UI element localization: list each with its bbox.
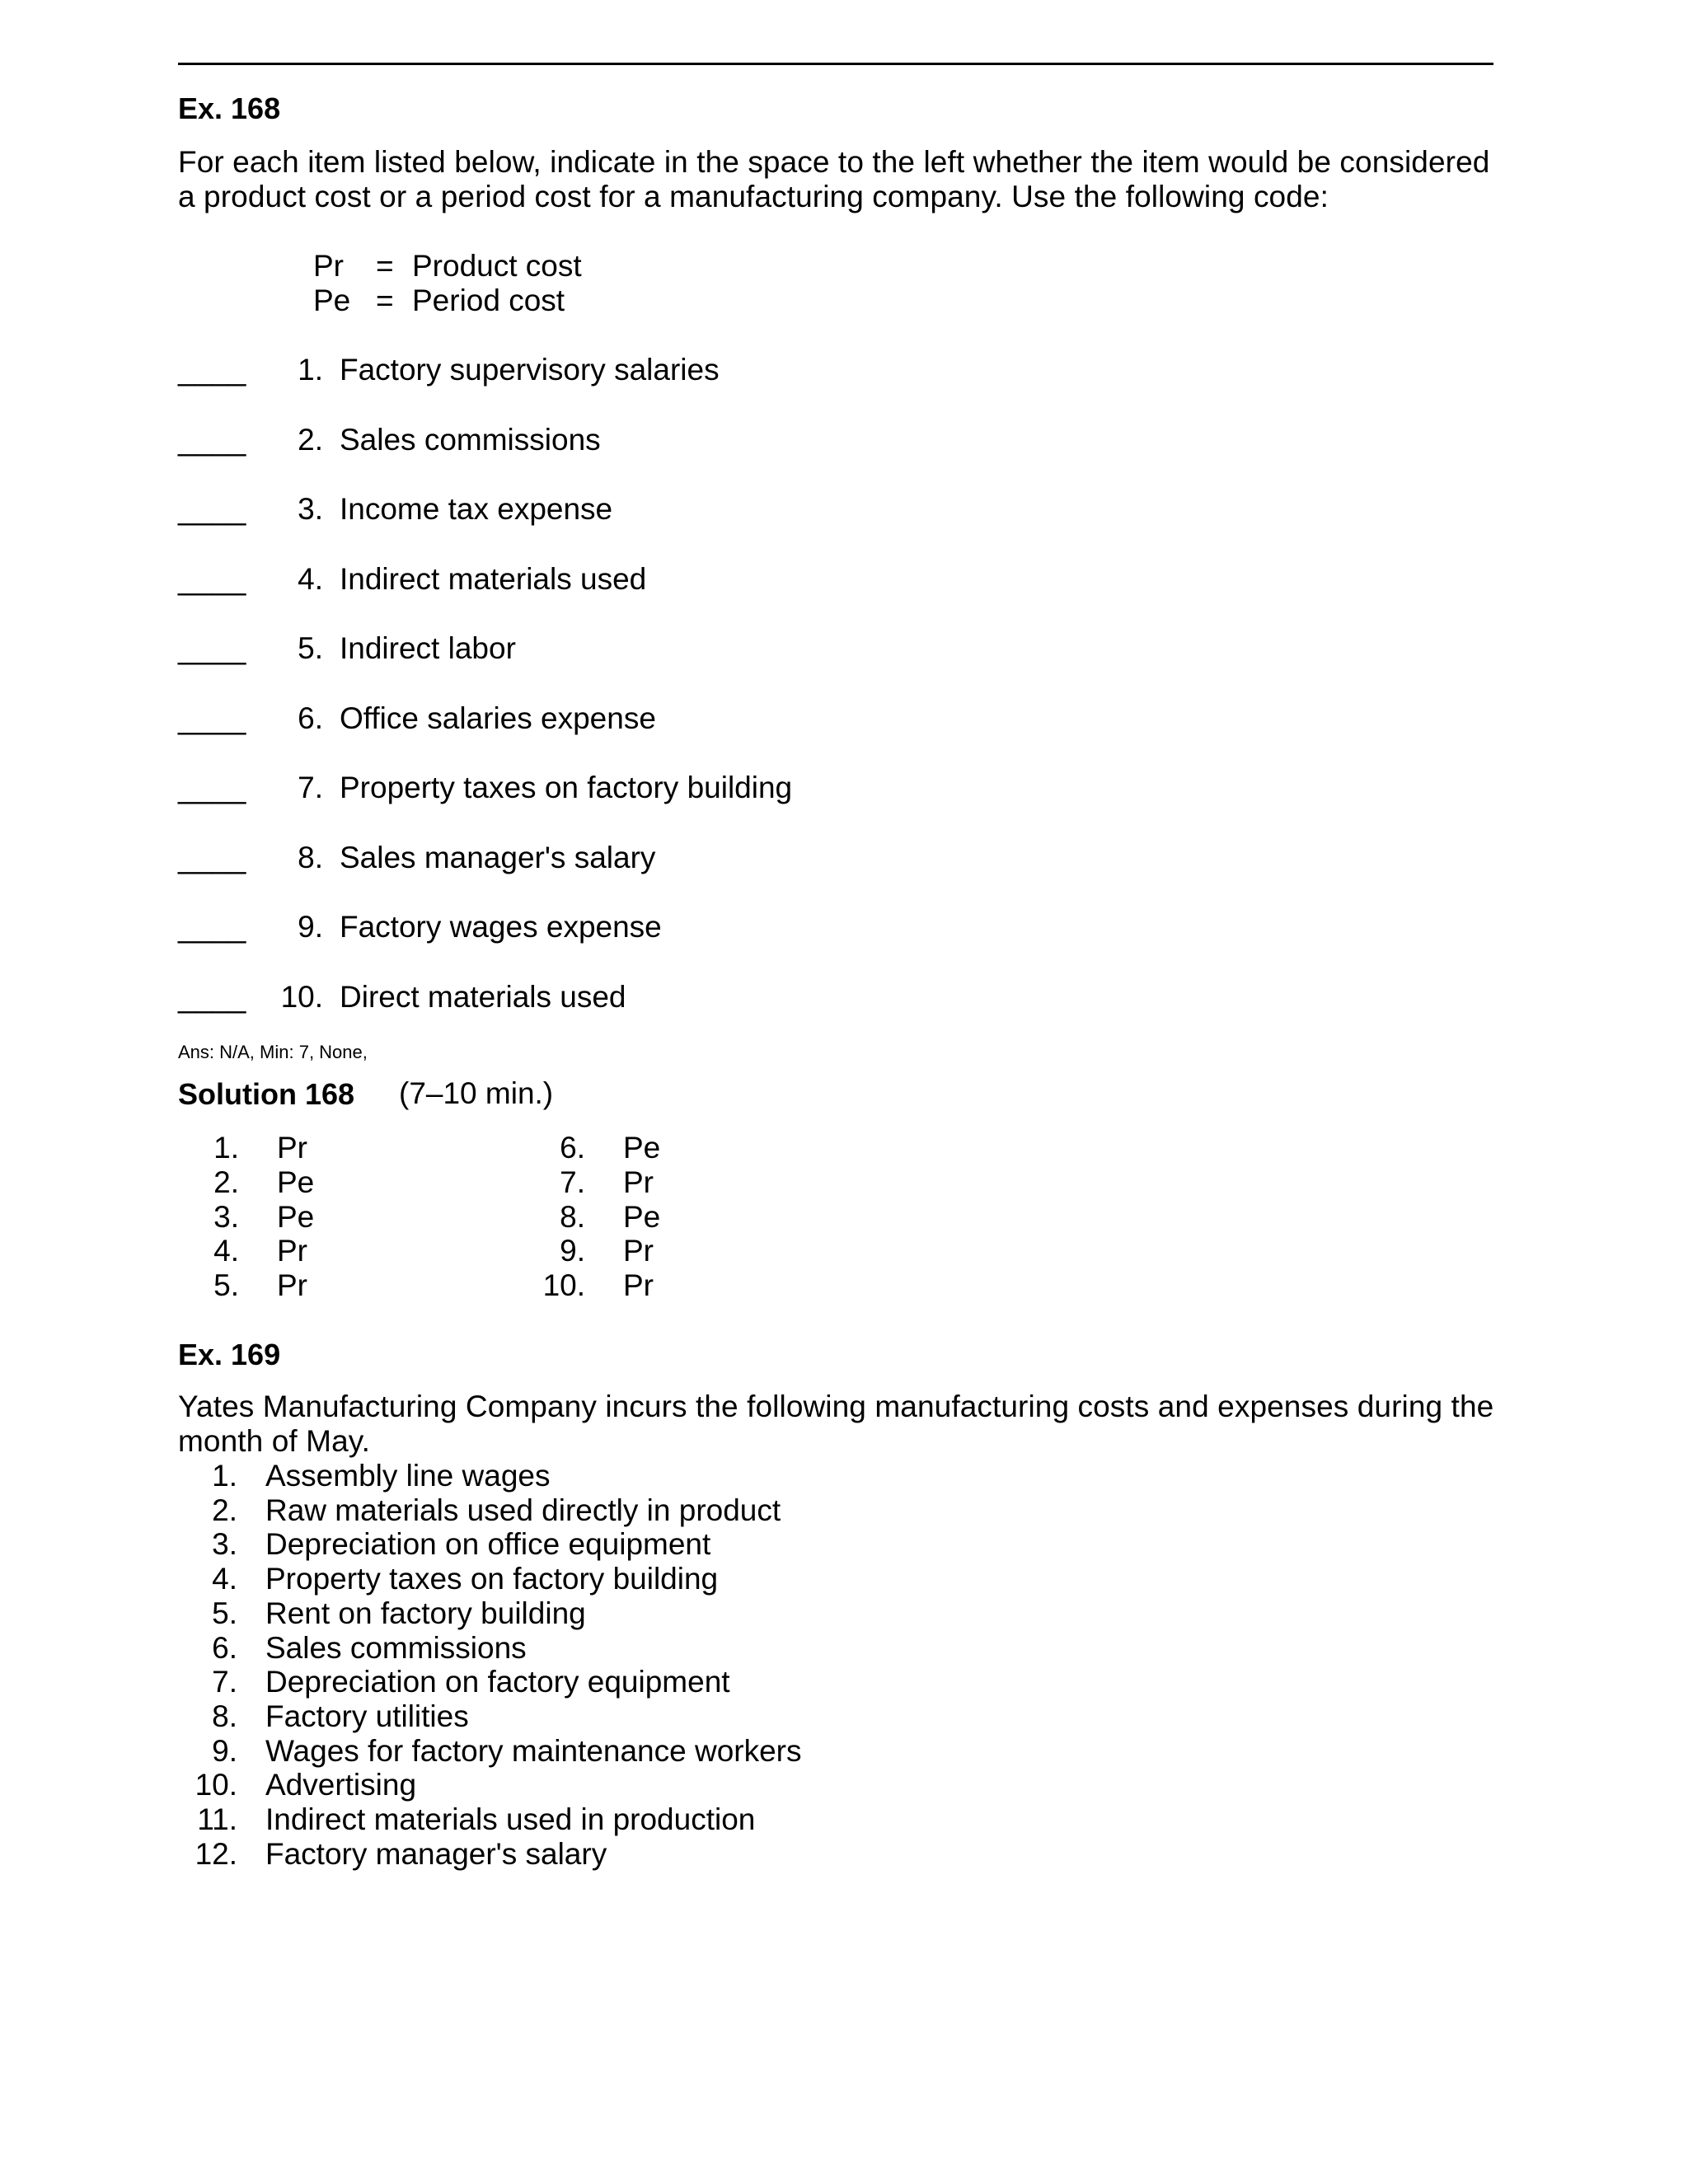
item-number: 6. [298,701,323,735]
item-number: 8. [212,1699,237,1733]
ex169-item [178,1802,1167,1837]
item-label: Rent on factory building [265,1596,586,1630]
item-number: 5. [212,1596,237,1630]
ex168-heading: Ex. 168 [178,91,281,125]
item-number: 12. [195,1836,237,1871]
solution-number: 4. [213,1234,239,1268]
item-label: Sales commissions [340,422,601,457]
ex169-item [178,1631,1167,1666]
solution168-time: (7–10 min.) [399,1076,554,1110]
ex169-item [178,1699,1167,1734]
item-label: Office salaries expense [340,701,656,735]
code-row-pe [178,284,837,318]
solution-number: 1. [213,1131,239,1165]
item-label: Factory manager's salary [265,1836,607,1871]
solution-answer: Pe [277,1199,315,1234]
solution-row [178,1268,755,1303]
item-label: Direct materials used [340,979,626,1014]
code-meaning: Product cost [412,249,582,283]
solution-number: 5. [213,1268,239,1303]
item-label: Income tax expense [340,492,613,526]
solution168-heading: Solution 168 [178,1077,355,1111]
code-abbr: Pe [313,284,351,317]
solution-number: 2. [213,1165,239,1199]
solution-answer: Pr [623,1165,654,1199]
ex168-item [178,353,1167,394]
item-number: 1. [212,1459,237,1493]
ex169-item [178,1596,1167,1631]
ex168-item [178,631,1167,673]
answer-blank[interactable]: ____ [178,840,246,874]
item-label: Indirect materials used [340,561,647,596]
solution-number: 10. [542,1268,585,1303]
solution-answer: Pr [277,1234,307,1268]
item-label: Property taxes on factory building [265,1562,719,1596]
ex169-item [178,1459,1167,1493]
answer-blank[interactable]: ____ [178,771,246,804]
answer-blank[interactable]: ____ [178,422,246,457]
item-number: 6. [212,1630,237,1665]
item-number: 10. [280,979,323,1014]
item-number: 4. [298,561,323,596]
ex168-item [178,492,1167,533]
solution-answer: Pe [277,1165,315,1199]
item-number: 2. [212,1493,237,1527]
answer-blank[interactable]: ____ [178,910,246,944]
item-label: Sales commissions [265,1630,527,1665]
solution-answer: Pr [277,1268,307,1303]
solution-number: 8. [560,1199,585,1234]
item-number: 1. [298,353,323,387]
item-label: Advertising [265,1768,417,1802]
item-label: Wages for factory maintenance workers [265,1733,802,1768]
answer-blank[interactable]: ____ [178,701,246,735]
ex169-item [178,1527,1167,1562]
item-number: 3. [212,1527,237,1562]
ex168-item [178,423,1167,464]
solution-row [178,1131,755,1165]
code-eq: = [376,249,394,283]
answer-blank[interactable]: ____ [178,561,246,596]
item-number: 5. [298,631,323,665]
ex169-item [178,1562,1167,1596]
solution-answer: Pr [277,1131,307,1165]
ex169-item [178,1837,1167,1872]
ex168-item [178,701,1167,743]
answer-blank[interactable]: ____ [178,353,246,387]
item-label: Raw materials used directly in product [265,1493,781,1527]
item-number: 9. [212,1733,237,1768]
item-label: Factory supervisory salaries [340,353,720,387]
item-number: 10. [195,1768,237,1802]
ex168-intro: For each item listed below, indicate in the space to the left whether the item would be considered a product cost or a period cost for a manufacturing company. Use the following code: [178,145,1490,213]
item-label: Assembly line wages [265,1459,551,1493]
ex168-item [178,910,1167,951]
solution-number: 6. [560,1131,585,1165]
code-meaning: Period cost [412,284,565,317]
ex169-intro: Yates Manufacturing Company incurs the following manufacturing costs and expenses during the month of May. [178,1390,1494,1458]
answer-blank[interactable]: ____ [178,492,246,526]
solution-number: 9. [560,1234,585,1268]
ex169-item [178,1493,1167,1528]
item-label: Factory utilities [265,1699,469,1733]
item-number: 2. [298,422,323,457]
ex169-heading: Ex. 169 [178,1338,281,1371]
item-number: 4. [212,1562,237,1596]
answer-blank[interactable]: ____ [178,631,246,665]
code-row-pr [178,249,837,284]
ex169-item [178,1734,1167,1769]
code-abbr: Pr [313,249,344,283]
item-label: Indirect materials used in production [265,1802,756,1836]
item-number: 11. [197,1802,237,1836]
solution-answer: Pe [623,1199,661,1234]
ex168-item [178,841,1167,882]
solution-row [178,1234,755,1268]
item-number: 8. [298,840,323,874]
solution-row [178,1165,755,1200]
solution-number: 7. [560,1165,585,1199]
answer-blank[interactable]: ____ [178,979,246,1014]
code-eq: = [376,284,394,317]
item-label: Factory wages expense [340,910,662,944]
item-number: 7. [212,1665,237,1699]
solution-answer: Pe [623,1131,661,1165]
ans-line: Ans: N/A, Min: 7, None, [178,1042,368,1062]
item-label: Indirect labor [340,631,516,665]
solution-answer: Pr [623,1234,654,1268]
item-label: Property taxes on factory building [340,771,793,804]
ex168-item [178,562,1167,603]
item-number: 9. [298,910,323,944]
solution-number: 3. [213,1199,239,1234]
item-label: Depreciation on factory equipment [265,1665,730,1699]
item-number: 7. [298,771,323,804]
top-rule [178,63,1493,65]
ex169-item [178,1665,1167,1699]
ex169-item [178,1768,1167,1802]
ex168-item [178,771,1167,812]
item-label: Depreciation on office equipment [265,1527,711,1562]
item-label: Sales manager's salary [340,840,656,874]
item-number: 3. [298,492,323,526]
ex168-item [178,980,1167,1021]
solution-answer: Pr [623,1268,654,1303]
solution-row [178,1200,755,1235]
